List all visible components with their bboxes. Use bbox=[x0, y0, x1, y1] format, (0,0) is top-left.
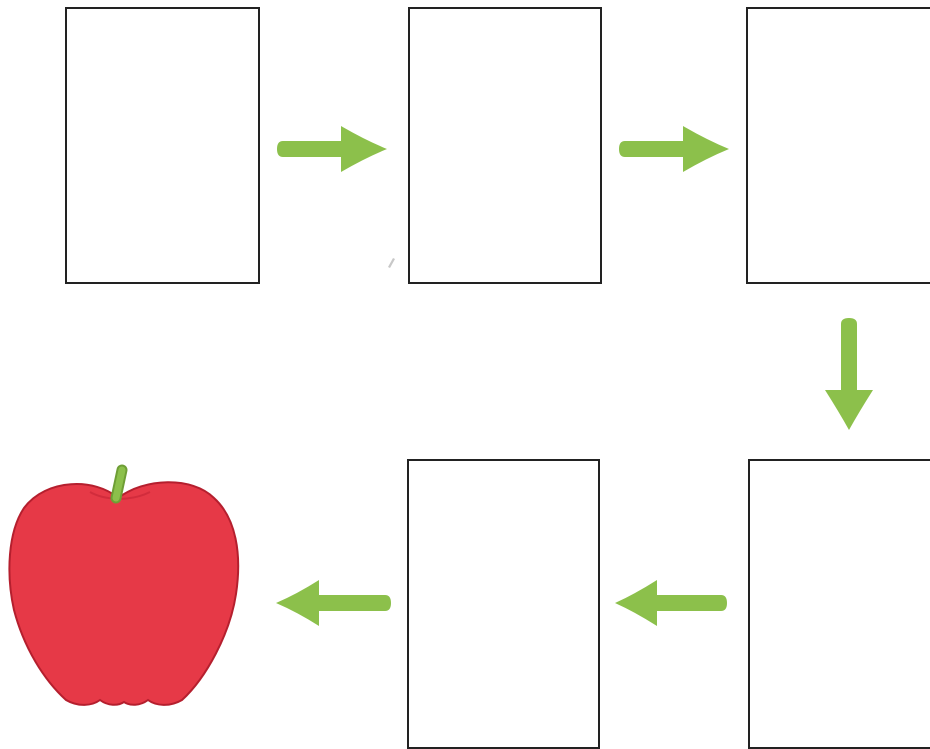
sequence-box-3[interactable] bbox=[746, 7, 930, 284]
arrow-left-icon bbox=[273, 576, 393, 630]
sequence-box-1[interactable] bbox=[65, 7, 260, 284]
arrow-down-icon bbox=[821, 316, 877, 434]
arrow-right-icon bbox=[275, 120, 391, 178]
sequence-box-4[interactable] bbox=[748, 459, 930, 749]
scan-speck-mark bbox=[385, 255, 397, 269]
sequence-box-5[interactable] bbox=[407, 459, 600, 749]
arrow-left-icon bbox=[613, 576, 729, 630]
arrow-right-icon bbox=[617, 120, 733, 178]
apple-icon bbox=[4, 464, 244, 710]
sequence-box-2[interactable] bbox=[408, 7, 602, 284]
